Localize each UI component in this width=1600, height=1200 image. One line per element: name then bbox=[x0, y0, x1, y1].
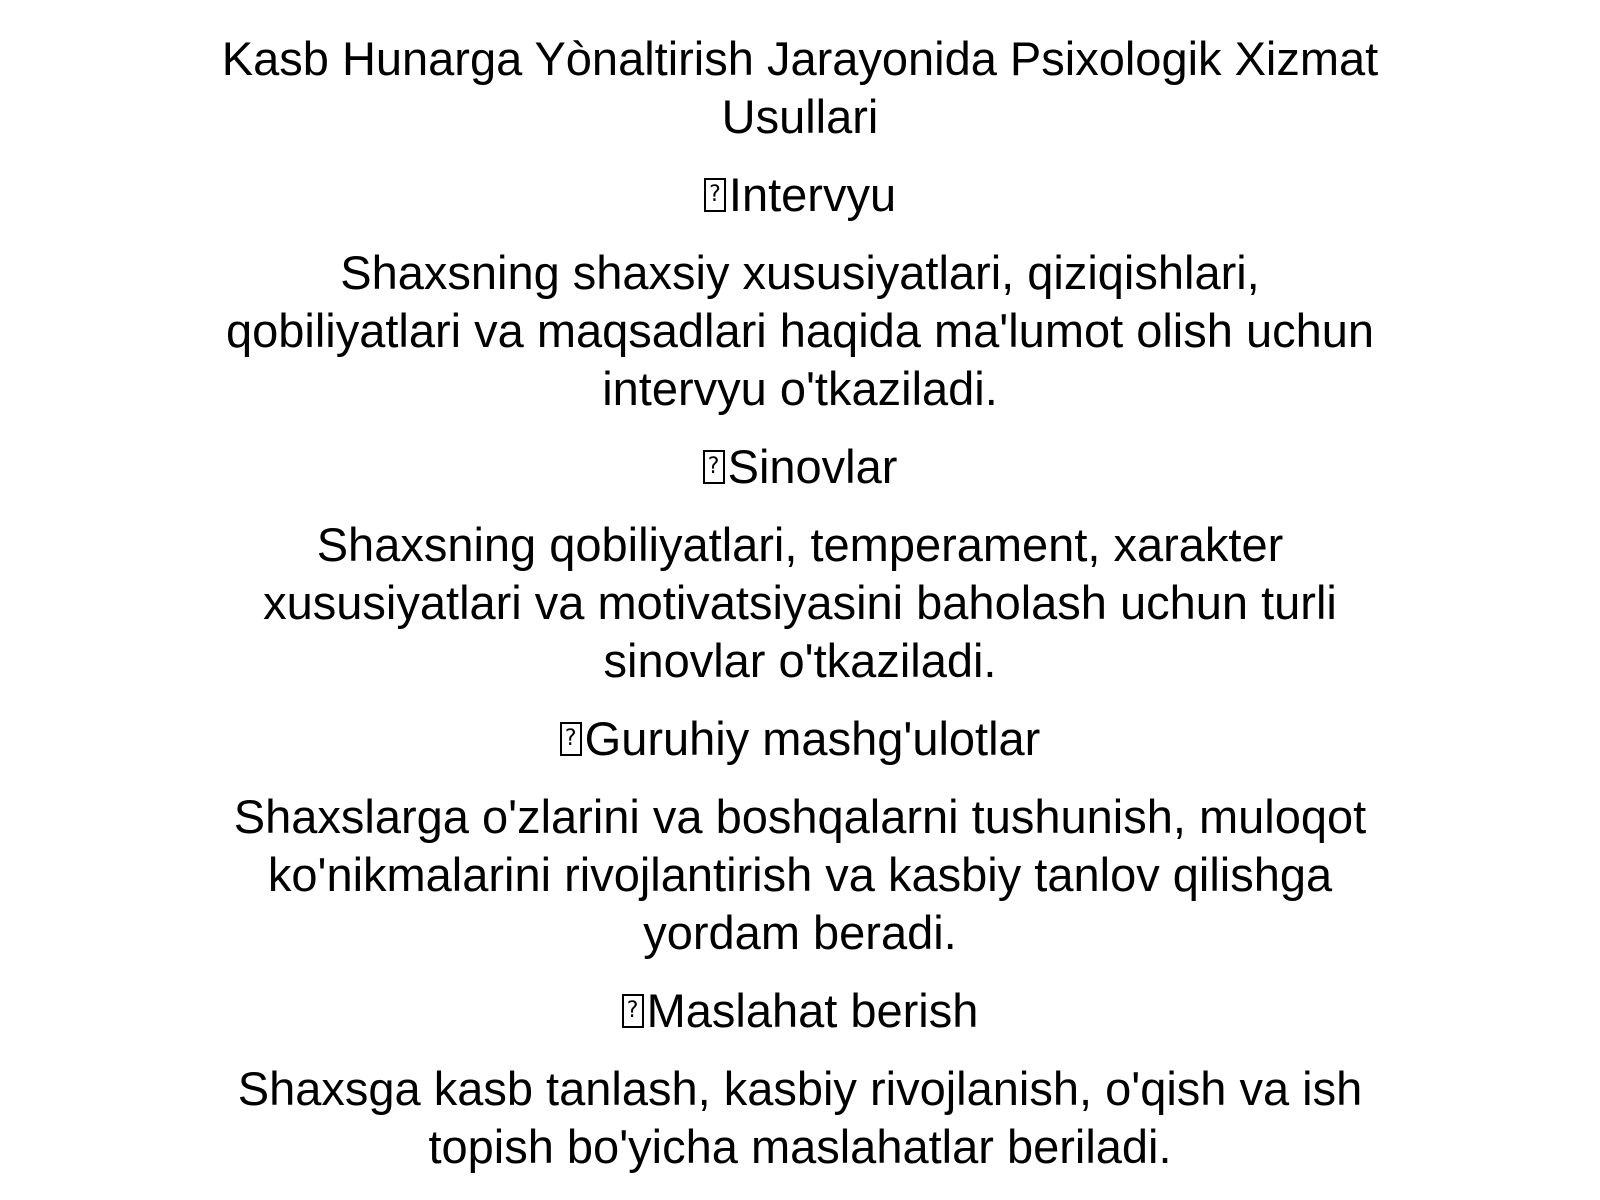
page-title: Kasb Hunarga Yònaltirish Jarayonida Psixologik Xizmat Usullari bbox=[221, 32, 1379, 143]
section-heading-label: Sinovlar bbox=[727, 440, 898, 493]
section-description: Shaxsning qobiliyatlari, temperament, xarakter xususiyatlari va motivatsiyasini baholash uchun turli sinovlar o'tkaziladi. bbox=[263, 518, 1337, 687]
section-maslahat-berish bbox=[220, 982, 1380, 1196]
section-description: Shaxsning shaxsiy xususiyatlari, qiziqishlari, qobiliyatlari va maqsadlari haqida ma'lumot olish uchun intervyu o'tkaziladi. bbox=[225, 246, 1375, 415]
missing-glyph-icon: ? bbox=[622, 994, 644, 1028]
section-heading-label: Guruhiy mashg'ulotlar bbox=[584, 712, 1041, 765]
section-description: Shaxsga kasb tanlash, kasbiy rivojlanish, o'qish va ish topish bo'yicha maslahatlar beriladi. bbox=[237, 1062, 1363, 1173]
missing-glyph-icon: ? bbox=[560, 722, 582, 756]
section-intervyu bbox=[220, 166, 1380, 438]
section-guruhiy-mashgulotlar bbox=[220, 710, 1380, 982]
section-heading-label: Intervyu bbox=[728, 168, 897, 221]
section-heading bbox=[703, 438, 898, 496]
section-heading bbox=[560, 710, 1041, 768]
section-heading bbox=[622, 982, 979, 1040]
section-sinovlar bbox=[220, 438, 1380, 710]
missing-glyph-icon: ? bbox=[704, 178, 726, 212]
section-heading-label: Maslahat berish bbox=[646, 984, 979, 1037]
section-heading bbox=[704, 166, 896, 224]
section-description: Shaxslarga o'zlarini va boshqalarni tushunish, muloqot ko'nikmalarini rivojlantirish va kasbiy tanlov qilishga yordam beradi. bbox=[233, 790, 1367, 959]
missing-glyph-icon: ? bbox=[703, 450, 725, 484]
